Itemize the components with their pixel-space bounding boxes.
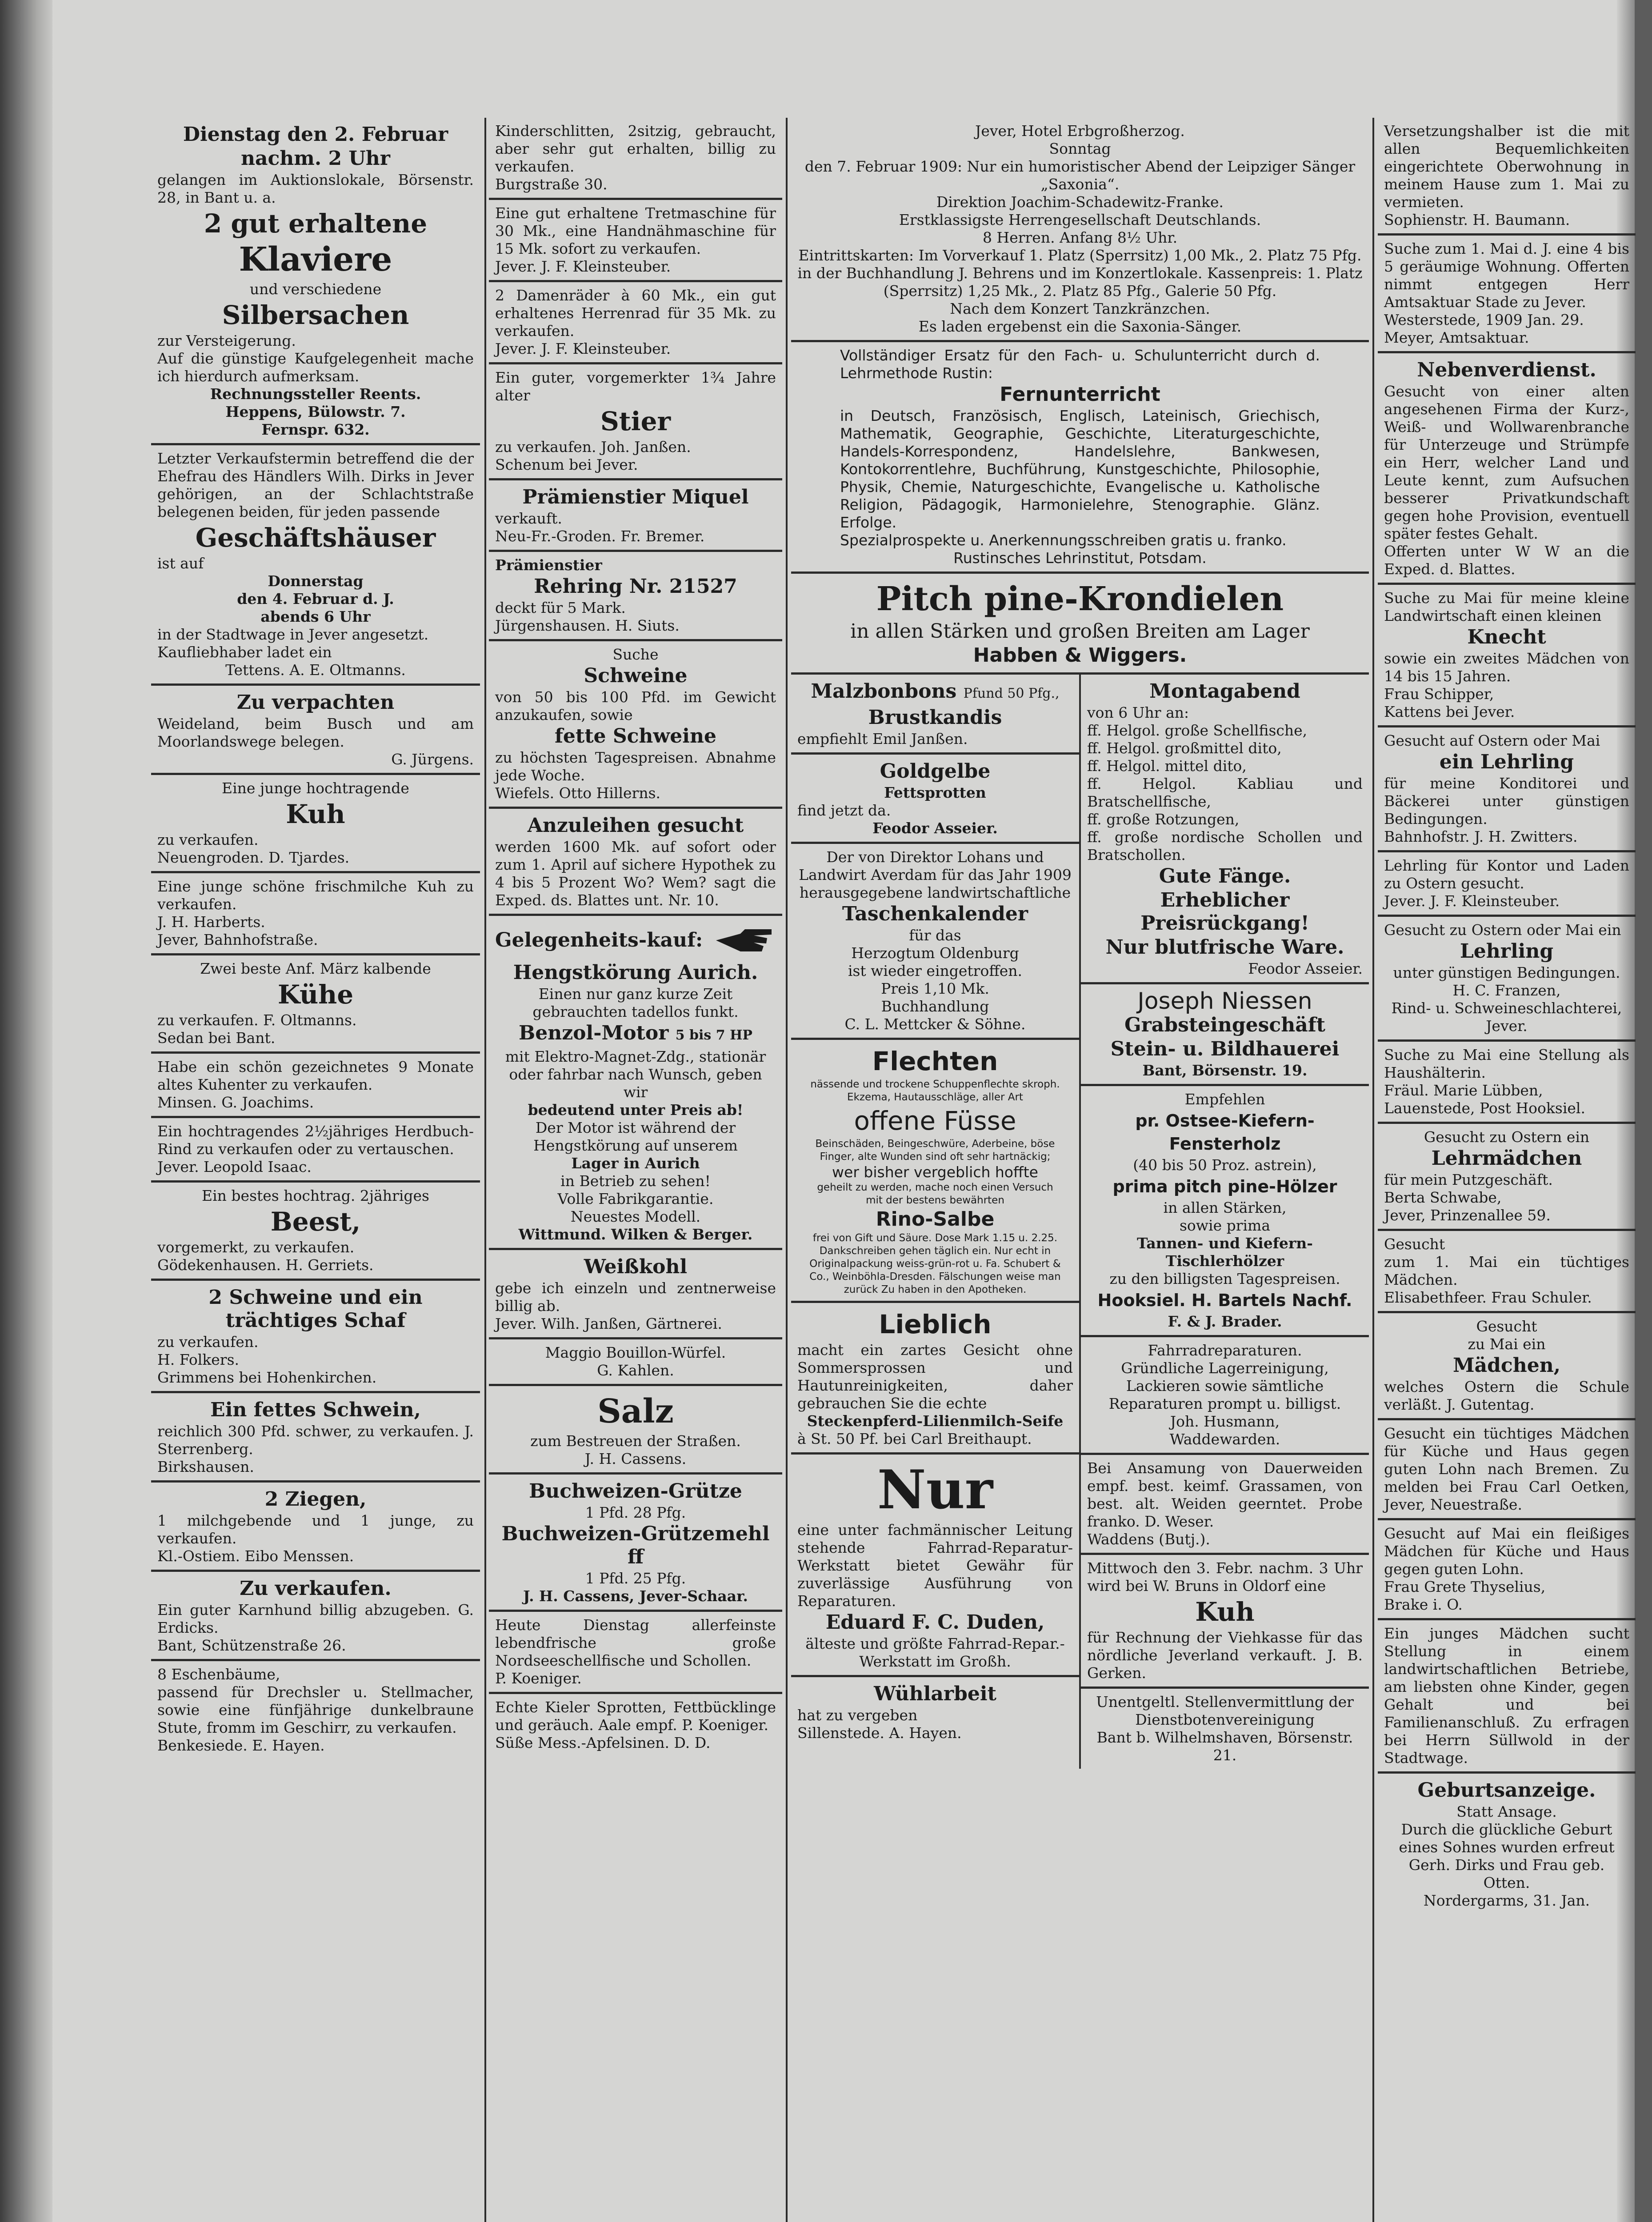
ad-text: macht ein zartes Gesicht ohne Sommersprossen und Hautunreinigkeiten, daher gebrauchen Sie die echte bbox=[797, 1341, 1073, 1412]
ad-text: Kinderschlitten, 2sitzig, gebraucht, aber sehr gut erhalten, billig zu verkaufen. Burgstraße 30. bbox=[495, 122, 776, 193]
ad-maedchen-4 bbox=[1378, 1520, 1636, 1620]
ad-text: Ein junges Mädchen sucht Stellung in einem landwirtschaftlichen Betriebe, am liebsten ohne Kinder, gegen Gehalt und bei Familienanschluß. Zu erfragen bei Herrn Süllwold in der Stadtwage. bbox=[1384, 1625, 1629, 1766]
ad-heading: Zu verkaufen. bbox=[240, 1577, 392, 1600]
ad-signature: J. H. Cassens, Jever-Schaar. bbox=[523, 1587, 748, 1605]
ad-text: Lehrling für Kontor und Laden zu Ostern gesucht. Jever. J. F. Kleinsteuber. bbox=[1384, 857, 1629, 910]
ad-heading: Eduard F. C. Duden, bbox=[825, 1611, 1045, 1634]
ad-kuehe bbox=[151, 955, 480, 1054]
ad-text: Gesucht von einer alten angesehenen Firma der Kurz-, Weiß- und Wollwarenbranche für Unterzeuge und Strümpfe ein Herr, welcher Land und Leute kennt, zum Aufsuchen besserer Privatkundschaft gegen hohe Provision, eventuell später festes Gehalt. Offerten unter W W an die Exped. d. Blattes. bbox=[1384, 383, 1629, 578]
ad-heading: 2 Ziegen, bbox=[264, 1488, 367, 1511]
ad-niessen bbox=[1081, 984, 1369, 1086]
ad-grassamen bbox=[1081, 1455, 1369, 1555]
ad-lehrling-kontor bbox=[1378, 852, 1636, 917]
ad-text: für Rechnung der Viehkasse für das nördliche Jeverland verkauft. J. B. Gerken. bbox=[1087, 1629, 1363, 1682]
ad-heading: Dienstag den 2. Februar bbox=[183, 123, 448, 146]
ad-text: Letzter Verkaufstermin betreffend die der Ehefrau des Händlers Wilh. Dirks in Jever gehörigen, an der Schlachtstraße belegenen beiden, für jeden passende bbox=[157, 450, 474, 520]
ad-fernunterricht bbox=[791, 342, 1369, 574]
ad-text: 1 milchgebende und 1 junge, zu verkaufen. Kl.-Ostiem. Eibo Menssen. bbox=[157, 1512, 474, 1565]
ad-geburtsanzeige bbox=[1378, 1774, 1636, 1914]
ad-text: Ein bestes hochtrag. 2jähriges bbox=[202, 1187, 429, 1204]
ad-buchweizen bbox=[489, 1475, 782, 1612]
ad-text: Suche bbox=[612, 646, 659, 663]
ad-heading: Zu verpachten bbox=[236, 691, 395, 714]
ad-signature: Rechnungssteller Reents. Heppens, Bülowstr. 7. Fernspr. 632. bbox=[210, 385, 421, 438]
ad-sprotten bbox=[489, 1694, 782, 1756]
ad-text: in allen Stärken, sowie prima bbox=[1163, 1199, 1287, 1234]
ad-heading: 2 gut erhaltene bbox=[204, 208, 428, 239]
ad-text: Eine gut erhaltene Tretmaschine für 30 Mk., eine Handnähmaschine für 15 Mk. sofort zu verkaufen. Jever. J. F. Kleinsteuber. bbox=[495, 204, 776, 275]
ad-text: sowie ein zweites Mädchen von 14 bis 15 Jahren. Frau Schipper, Kattens bei Jever. bbox=[1384, 650, 1629, 720]
ad-text: von 6 Uhr an: ff. Helgol. große Schellfische, ff. Helgol. großmittel dito, ff. Helgol. mittel dito, ff. Helgol. Kabliau und Bratschellfische, ff. große Rotzungen, ff. große nordische Schollen und Bratschollen. bbox=[1087, 704, 1363, 863]
ad-text: 2 Damenräder à 60 Mk., ein gut erhaltenes Herrenrad für 35 Mk. zu verkaufen. Jever. J. F. Kleinsteuber. bbox=[495, 287, 776, 357]
ad-maedchen-3 bbox=[1378, 1420, 1636, 1520]
ad-text: reichlich 300 Pfd. schwer, zu verkaufen. J. Sterrenberg. Birkshausen. bbox=[157, 1423, 474, 1475]
ad-text: zu verkaufen. Joh. Janßen. Schenum bei Jever. bbox=[495, 438, 691, 473]
ad-text: zu verkaufen. Neuengroden. D. Tjardes. bbox=[157, 831, 350, 866]
ad-benzol-motor bbox=[489, 916, 782, 1250]
ad-text: deckt für 5 Mark. Jürgenshausen. H. Siuts. bbox=[495, 599, 680, 634]
ad-verpachten bbox=[151, 686, 480, 775]
ad-heading: Knecht bbox=[1467, 626, 1546, 648]
ad-text: zu höchsten Tagespreisen. Abnahme jede Woche. Wiefels. Otto Hillerns. bbox=[495, 749, 776, 802]
ad-text: verkauft. Neu-Fr.-Groden. Fr. Bremer. bbox=[495, 510, 705, 545]
ad-text: für das Herzogtum Oldenburg ist wieder eingetroffen. Preis 1,10 Mk. Buchhandlung C. L. Mettcker & Söhne. bbox=[844, 927, 1026, 1033]
ad-kuh-2 bbox=[151, 873, 480, 955]
ad-text: Zwei beste Anf. März kalbende bbox=[200, 960, 431, 977]
ad-text: 8 Eschenbäume, passend für Drechsler u. Stellmacher, sowie eine fünfjährige dunkelbraune Stute, fromm im Geschirr, zu verkaufen. Benkesiede. E. Hayen. bbox=[157, 1666, 474, 1754]
ad-heading: Buchweizen-Grütze bbox=[529, 1480, 742, 1503]
ad-rehring bbox=[489, 552, 782, 641]
ad-heading: Kuh bbox=[286, 799, 345, 829]
ad-heading: Stier bbox=[600, 406, 671, 436]
ad-montagabend bbox=[1081, 675, 1369, 984]
ad-text: Unentgeltl. Stellenvermittlung der Dienstbotenvereinigung Bant b. Wilhelmshaven, Börsenstr. 21. bbox=[1096, 1693, 1354, 1764]
ad-heading: Anzuleihen gesucht bbox=[527, 814, 744, 837]
ad-tretmaschine bbox=[489, 200, 782, 282]
pointing-hand-icon bbox=[714, 920, 776, 960]
ad-text: Gesucht zu Ostern ein bbox=[1424, 1128, 1590, 1146]
ad-heading: Lager in Aurich bbox=[571, 1155, 700, 1172]
ad-text: in der Stadtwage in Jever angesetzt. Kaufliebhaber ladet ein bbox=[157, 626, 429, 661]
ad-kuh bbox=[151, 775, 480, 873]
ad-text: und verschiedene bbox=[249, 280, 382, 298]
ad-text: Suche zu Mai für meine kleine Landwirtschaft einen kleinen bbox=[1384, 589, 1629, 624]
column-3a bbox=[791, 675, 1081, 1769]
ad-heading: Kuh bbox=[1195, 1597, 1255, 1627]
ad-signature: G. Jürgens. bbox=[391, 751, 474, 768]
ad-text: Vollständiger Ersatz für den Fach- u. Schulunterricht durch d. Lehrmethode Rustin: bbox=[840, 347, 1320, 382]
ad-text: vorgemerkt, zu verkaufen. Gödekenhausen. H. Gerriets. bbox=[157, 1239, 374, 1274]
ad-heading: Beest, bbox=[270, 1207, 361, 1237]
ad-text: zu verkaufen. H. Folkers. Grimmens bei Hohenkirchen. bbox=[157, 1333, 377, 1386]
ad-text: Empfehlen bbox=[1184, 1091, 1265, 1108]
ad-heading: Nebenverdienst. bbox=[1417, 359, 1596, 381]
ad-anleihen bbox=[489, 809, 782, 916]
ad-text: zum Bestreuen der Straßen. J. H. Cassens. bbox=[530, 1432, 741, 1467]
ad-wohnung-2 bbox=[1378, 236, 1636, 353]
ad-ziegen bbox=[151, 1483, 480, 1572]
ad-text: Fahrradreparaturen. Gründliche Lagerreinigung, Lackieren sowie sämtliche Reparaturen prompt u. billigst. Joh. Husmann, Waddewarden. bbox=[1108, 1342, 1341, 1448]
ad-text: Ein guter, vorgemerkter 1¾ Jahre alter bbox=[495, 369, 776, 404]
ad-text: Heute Dienstag allerfeinste lebendfrische große Nordseeschellfische und Schollen. P. Koeniger. bbox=[495, 1616, 776, 1687]
ad-signature: Habben & Wiggers. bbox=[973, 644, 1187, 667]
ad-text: Jever, Hotel Erbgroßherzog. Sonntag den 7. Februar 1909: Nur ein humoristischer Abend der Leipziger Sänger „Saxonia“. Direktion Joachim-Schadewitz-Franke. Erstklassigste Herrengesellschaft Deutschlands. 8 Herren. Anfang 8½ Uhr. Eintrittskarten: Im Vorverkauf 1. Platz (Sperrsitz) 1,00 Mk., 2. Platz 75 Pfg. in der Buchhandlung J. Behrens und im Konzertlokale. Kassenpreis: 1. Platz (Sperrsitz) 1,25 Mk., 2. Platz 85 Pfg., Galerie 50 Pfg. Nach dem Konzert Tanzkränzchen. Es laden ergebenst ein die Saxonia-Sänger. bbox=[797, 122, 1363, 335]
ad-wuehlarbeit bbox=[791, 1677, 1079, 1746]
column-3b bbox=[1081, 675, 1369, 1769]
ad-heading: Weißkohl bbox=[584, 1255, 688, 1278]
ad-maggi bbox=[489, 1339, 782, 1386]
column-rule bbox=[786, 118, 788, 2222]
ad-heading: Geburtsanzeige. bbox=[1417, 1779, 1596, 1802]
ad-heading: ein Lehrling bbox=[1439, 751, 1574, 773]
book-binding bbox=[0, 0, 52, 2222]
ad-geschaeftshaeuser bbox=[151, 445, 480, 686]
ad-signature: Tettens. A. E. Oltmanns. bbox=[225, 661, 406, 679]
ad-heading: Nur blutfrische Ware. bbox=[1105, 936, 1344, 959]
ad-heading bbox=[495, 1101, 776, 1119]
ad-text: werden 1600 Mk. auf sofort oder zum 1. April auf sichere Hypothek zu 4 bis 5 Prozent Wo? Wem? sagt die Exped. ds. Blattes unt. Nr. 10. bbox=[495, 838, 776, 909]
ad-heading: Flechten bbox=[872, 1046, 998, 1076]
ad-heading: Salz bbox=[597, 1392, 674, 1431]
ad-heading-text: Benzol-Motor bbox=[519, 1022, 669, 1044]
column-3-split bbox=[791, 675, 1369, 1769]
ad-heading: Erheblicher Preisrückgang! bbox=[1140, 889, 1309, 935]
ad-text: 5 bis 7 HP bbox=[675, 1027, 752, 1043]
ad-heading: Schweine bbox=[584, 664, 688, 687]
ad-heading: Pitch pine-Krondielen bbox=[876, 580, 1284, 618]
ad-heading: Lehrling bbox=[1460, 940, 1554, 963]
ad-text: zu verkaufen. F. Oltmanns. Sedan bei Bant. bbox=[157, 1011, 357, 1047]
ad-heading: Mädchen, bbox=[1452, 1354, 1561, 1377]
ad-text: Eine junge schöne frischmilche Kuh zu verkaufen. J. H. Harberts. Jever, Bahnhofstraße. bbox=[157, 878, 474, 948]
ad-small-text: Beinschäden, Beingeschwüre, Aderbeine, böse Finger, alte Wunden sind oft sehr hartnäckig; bbox=[815, 1138, 1055, 1163]
ad-text: gelangen im Auktionslokale, Börsenstr. 28, in Bant u. a. bbox=[157, 171, 474, 206]
ad-heading: Silbersachen bbox=[222, 300, 409, 330]
ad-text: welches Ostern die Schule verläßt. J. Gutentag. bbox=[1384, 1378, 1629, 1413]
column-4 bbox=[1378, 118, 1636, 2222]
ad-heading: Lehrmädchen bbox=[1431, 1147, 1582, 1170]
ad-schellfische bbox=[489, 1612, 782, 1694]
ad-malzbonbons bbox=[791, 675, 1079, 755]
ad-text: eine unter fachmännischer Leitung stehende Fahrrad-Reparatur-Werkstatt bietet Gewähr für zuverlässige Ausführung von Reparaturen. bbox=[797, 1521, 1073, 1610]
ad-eschenbaeume bbox=[151, 1661, 480, 1759]
ad-taschenkalender bbox=[791, 844, 1079, 1040]
ad-rind bbox=[151, 1118, 480, 1183]
ad-text: Maggio Bouillon-Würfel. G. Kahlen. bbox=[545, 1344, 726, 1379]
ad-knecht bbox=[1378, 585, 1636, 727]
ad-text: Gesucht ein tüchtiges Mädchen für Küche und Haus gegen guten Lohn nach Bremen. Zu melden bei Frau Carl Oetken, Jever, Neuestraße. bbox=[1384, 1425, 1629, 1513]
column-2 bbox=[489, 118, 782, 2222]
ad-fahrradreparaturen bbox=[1081, 1337, 1369, 1455]
ad-text: Einen nur ganz kurze Zeit gebrauchten tadellos funkt. bbox=[532, 985, 739, 1020]
ad-text: Mittwoch den 3. Febr. nachm. 3 Uhr wird bei W. Bruns in Oldorf eine bbox=[1087, 1559, 1363, 1595]
ad-weisskohl bbox=[489, 1250, 782, 1339]
ad-text: Der Motor ist während der Hengstkörung auf unserem bbox=[533, 1119, 738, 1154]
ad-salz bbox=[489, 1386, 782, 1475]
ad-text: ab! bbox=[717, 1101, 744, 1119]
ad-text: Suche zu Mai eine Stellung als Haushälterin. Fräul. Marie Lübben, Lauenstede, Post Hooksiel. bbox=[1384, 1046, 1629, 1117]
ad-text: gebe ich einzeln und zentnerweise billig ab. Jever. Wilh. Janßen, Gärtnerei. bbox=[495, 1279, 776, 1332]
ad-saxonia bbox=[791, 118, 1369, 342]
ad-signature: Feodor Asseier. bbox=[872, 819, 998, 837]
ad-stellung bbox=[1378, 1620, 1636, 1774]
ad-kinderschlitten bbox=[489, 118, 782, 200]
ad-signature: F. & J. Brader. bbox=[1168, 1313, 1282, 1330]
column-1 bbox=[151, 118, 480, 2222]
ad-text: in allen Stärken und großen Breiten am Lager bbox=[850, 620, 1310, 643]
ad-heading: Nur bbox=[877, 1459, 993, 1521]
ad-heading: offene Füsse bbox=[854, 1106, 1016, 1136]
ad-signature: Feodor Asseier. bbox=[1248, 960, 1363, 977]
ad-heading: 2 Schweine und ein trächtiges Schaf bbox=[208, 1286, 423, 1332]
ad-stier bbox=[489, 364, 782, 480]
ad-text: ist auf bbox=[157, 555, 204, 572]
ad-schweine bbox=[489, 641, 782, 809]
ad-text: für meine Konditorei und Bäckerei unter günstigen Bedingungen. Bahnhofstr. J. H. Zwitters. bbox=[1384, 775, 1629, 845]
ad-text: Fettsprotten bbox=[884, 784, 986, 801]
ad-heading: Geschäftshäuser bbox=[195, 523, 436, 553]
ad-signature: Hooksiel. H. Bartels Nachf. bbox=[1097, 1291, 1352, 1310]
column-rule bbox=[1372, 118, 1374, 2222]
ad-text: 1 Pfd. 28 Pfg. bbox=[585, 1504, 686, 1521]
ad-heading bbox=[797, 680, 1073, 705]
ad-heading: Rehring Nr. 21527 bbox=[534, 575, 737, 598]
ad-text: unter günstigen Bedingungen. H. C. Franzen, Rind- u. Schweineschlachterei, Jever. bbox=[1391, 964, 1622, 1035]
ad-heading: Gute Fänge. bbox=[1159, 865, 1291, 887]
ad-small-text: frei von Gift und Säure. Dose Mark 1.15 u. 2.25. Dankschreiben gehen täglich ein. Nur echt in Originalpackung weiss-grün-rot u. Fa. Schubert & Co., Weinböhla-Dresden. Fälschungen weise man zurück Zu haben in den Apotheken. bbox=[809, 1232, 1061, 1295]
ad-heading: Gelegenheits-kauf: bbox=[495, 929, 703, 951]
ad-text: Bant, Börsenstr. 19. bbox=[1142, 1062, 1308, 1079]
ad-text: Eine junge hochtragende bbox=[222, 779, 409, 797]
ad-text: Bei Ansamung von Dauerweiden empf. best. keimf. Grassamen, von best. alt. Weiden geerntet. Probe franko. D. Weser. Waddens (Butj.). bbox=[1087, 1459, 1363, 1548]
ad-text: Gesucht auf Mai ein fleißiges Mädchen für Küche und Haus gegen guten Lohn. Frau Grete Thyselius, Brake i. O. bbox=[1384, 1525, 1629, 1613]
ad-kuhenter bbox=[151, 1054, 480, 1118]
ad-heading: Lieblich bbox=[879, 1309, 992, 1339]
ad-flechten bbox=[791, 1040, 1079, 1303]
ad-heading: Grabsteingeschäft bbox=[1124, 1014, 1325, 1036]
ad-heading: Steckenpferd-Lilienmilch-Seife bbox=[807, 1412, 1064, 1430]
ad-heading bbox=[495, 1022, 776, 1047]
ad-schweine-schaf bbox=[151, 1281, 480, 1393]
ad-heading: Fernunterricht bbox=[1000, 383, 1160, 406]
ad-heading: Taschenkalender bbox=[842, 903, 1028, 925]
ad-text: Habe ein schön gezeichnetes 9 Monate altes Kuhenter zu verkaufen. Minsen. G. Joachims. bbox=[157, 1058, 474, 1111]
ad-signature: Wittmund. Wilken & Berger. bbox=[518, 1226, 753, 1243]
ad-text: Der von Direktor Lohans und Landwirt Averdam für das Jahr 1909 herausgegebene landwirtschaftliche bbox=[799, 848, 1072, 901]
ad-kuh-mittwoch bbox=[1081, 1555, 1369, 1689]
ad-heading: Stein- u. Bildhauerei bbox=[1110, 1038, 1340, 1060]
ad-fettes-schwein bbox=[151, 1393, 480, 1483]
ad-heading: Kühe bbox=[277, 979, 354, 1010]
ad-krondielen bbox=[791, 574, 1369, 675]
ad-heading: Ein fettes Schwein, bbox=[210, 1399, 421, 1421]
ad-text: zu den billigsten Tagespreisen. bbox=[1109, 1270, 1340, 1287]
ad-text: Ein guter Karnhund billig abzugeben. G. Erdicks. Bant, Schützenstraße 26. bbox=[157, 1601, 474, 1654]
ad-heading-text: bedeutend unter Preis bbox=[528, 1101, 712, 1119]
ad-goldgelbe bbox=[791, 755, 1079, 844]
ad-text: Ein hochtragendes 2½jähriges Herdbuch-Rind zu verkaufen oder zu vertauschen. Jever. Leopold Isaac. bbox=[157, 1123, 474, 1175]
ad-text: Gesucht zu Ostern oder Mai ein bbox=[1384, 921, 1621, 939]
ad-heading: Klaviere bbox=[239, 240, 392, 279]
ad-text: Echte Kieler Sprotten, Fettbücklinge und geräuch. Aale empf. P. Koeniger. Süße Mess.-Apfelsinen. D. D. bbox=[495, 1698, 776, 1751]
ad-heading: Buchweizen-Grützemehl ff bbox=[501, 1523, 770, 1568]
column-rule bbox=[484, 118, 486, 2222]
ad-lehrling-2 bbox=[1378, 917, 1636, 1042]
ad-klaviere bbox=[151, 118, 480, 445]
ad-wohnung bbox=[1378, 118, 1636, 236]
ad-text: Suche zum 1. Mai d. J. eine 4 bis 5 geräumige Wohnung. Offerten nimmt entgegen Herr Amtsaktuar Stade zu Jever. Westerstede, 1909 Jan. 29. Meyer, Amtsaktuar. bbox=[1384, 240, 1629, 346]
ad-maedchen-2 bbox=[1378, 1313, 1636, 1420]
ad-label: Prämienstier bbox=[495, 556, 602, 574]
ad-heading: Joseph Niessen bbox=[1137, 988, 1312, 1015]
ad-small-text: geheilt zu werden, mache noch einen Versuch mit der bestens bewährten bbox=[817, 1182, 1053, 1206]
ad-heading: Goldgelbe bbox=[880, 760, 991, 783]
ad-text: zur Versteigerung. Auf die günstige Kaufgelegenheit mache ich hierdurch aufmerksam. bbox=[157, 332, 474, 385]
ad-text: von 50 bis 100 Pfd. im Gewicht anzukaufen, sowie bbox=[495, 688, 776, 723]
ad-maedchen bbox=[1378, 1231, 1636, 1313]
ad-text: Statt Ansage. Durch die glückliche Geburt eines Sohnes wurden erfreut Gerh. Dirks und Frau geb. Otten. Nordergarms, 31. Jan. bbox=[1399, 1803, 1615, 1909]
ad-heading: nachm. 2 Uhr bbox=[241, 147, 390, 170]
ad-heading: Wühlarbeit bbox=[874, 1682, 996, 1705]
ad-fensterholz bbox=[1081, 1086, 1369, 1337]
ad-miquel bbox=[489, 480, 782, 552]
ad-heading: pr. Ostsee-Kiefern-Fensterholz bbox=[1135, 1111, 1315, 1154]
ad-lieblich bbox=[791, 1303, 1079, 1455]
ad-text: Gesucht auf Ostern oder Mai bbox=[1384, 732, 1600, 749]
ad-heading: fette Schweine bbox=[554, 725, 716, 747]
ad-heading: Hengstkörung Aurich. bbox=[513, 961, 758, 984]
ad-lehrling bbox=[1378, 727, 1636, 852]
ad-nebenverdienst bbox=[1378, 353, 1636, 585]
ad-text: find jetzt da. bbox=[797, 802, 891, 819]
ad-heading: Prämienstier Miquel bbox=[522, 486, 749, 508]
ad-text: Gesucht zu Mai ein bbox=[1468, 1318, 1546, 1353]
ad-zu-verkaufen bbox=[151, 1572, 480, 1661]
ad-heading: Montagabend bbox=[1149, 680, 1300, 703]
ad-text: empfiehlt Emil Janßen. bbox=[797, 730, 968, 747]
ad-signature: Rustinsches Lehrinstitut, Potsdam. bbox=[953, 549, 1207, 567]
ad-small-text: nässende und trockene Schuppenflechte skroph. Ekzema, Hautausschläge, aller Art bbox=[810, 1079, 1060, 1103]
ad-nur bbox=[791, 1455, 1079, 1677]
ad-text: (40 bis 50 Proz. astrein), bbox=[1133, 1156, 1317, 1174]
ad-text: mit Elektro-Magnet-Zdg., stationär oder fahrbar nach Wunsch, geben wir bbox=[505, 1048, 766, 1101]
ad-date: Donnerstag den 4. Februar d. J. abends 6 Uhr bbox=[237, 572, 394, 625]
ad-text: Pfund 50 Pfg., bbox=[963, 686, 1060, 701]
ad-text: hat zu vergeben Sillenstede. A. Hayen. bbox=[797, 1706, 962, 1742]
ad-text: in Deutsch, Französisch, Englisch, Lateinisch, Griechisch, Mathematik, Geographie, Geschichte, Literaturgeschichte, Handels-Korrespondenz, Handelslehre, Bankwesen, Kontokorrentlehre, Buchführung, Kunstgeschichte, Philosophie, Physik, Chemie, Naturgeschichte, Evangelische u. Katholische Religion, Pädagogik, Harmonielehre, Stenographie. Glänz. Erfolge. Spezialprospekte u. Anerkennungsschreiben gratis u. franko. bbox=[840, 407, 1320, 549]
ad-text: in Betrieb zu sehen! Volle Fabrikgarantie. Neuestes Modell. bbox=[557, 1172, 714, 1225]
ad-text: älteste und größte Fahrrad-Repar.-Werkstatt im Großh. bbox=[805, 1635, 1065, 1670]
ad-text: Gesucht zum 1. Mai ein tüchtiges Mädchen. Elisabethfeer. Frau Schuler. bbox=[1384, 1235, 1629, 1306]
ad-lehrmaedchen bbox=[1378, 1124, 1636, 1231]
ad-text: Versetzungshalber ist die mit allen Bequemlichkeiten eingerichtete Oberwohnung in meinem Hause zum 1. Mai zu vermieten. Sophienstr. H. Baumann. bbox=[1384, 122, 1629, 228]
ad-text: wer bisher vergeblich hoffte bbox=[832, 1163, 1038, 1181]
ad-text: Weideland, beim Busch und am Moorlandswege belegen. bbox=[157, 715, 474, 750]
ad-heading: Rino-Salbe bbox=[876, 1208, 995, 1231]
ad-beest bbox=[151, 1183, 480, 1281]
ad-text: 1 Pfd. 25 Pfg. bbox=[585, 1570, 686, 1587]
ad-heading: Brustkandis bbox=[868, 706, 1002, 729]
ad-text: à St. 50 Pf. bei Carl Breithaupt. bbox=[797, 1430, 1032, 1447]
column-3 bbox=[791, 118, 1369, 2222]
ad-haushaelterin bbox=[1378, 1042, 1636, 1124]
ad-herrenrad bbox=[489, 282, 782, 364]
ad-stellenvermittlung bbox=[1081, 1689, 1369, 1769]
ad-heading: Tannen- und Kiefern-Tischlerhölzer bbox=[1137, 1235, 1313, 1270]
ad-text: für mein Putzgeschäft. Berta Schwabe, Jever, Prinzenallee 59. bbox=[1384, 1171, 1553, 1224]
ad-heading: prima pitch pine-Hölzer bbox=[1112, 1177, 1337, 1196]
ad-heading-text: Malzbonbons bbox=[811, 680, 957, 703]
